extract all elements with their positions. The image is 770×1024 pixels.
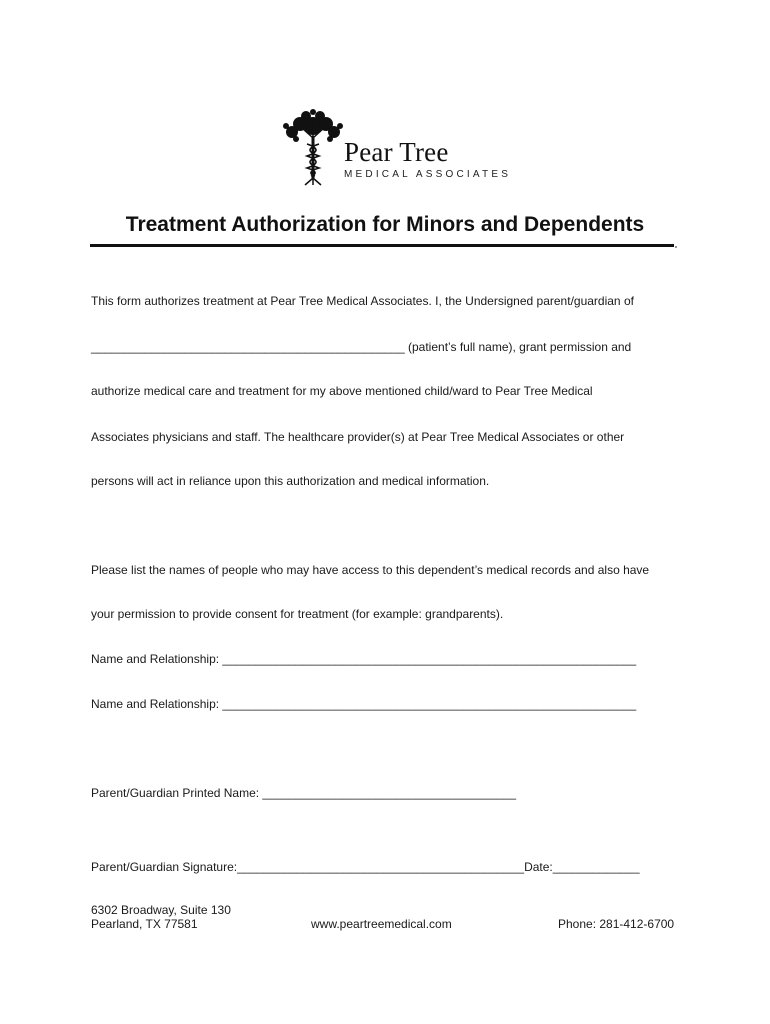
- patient-name-field[interactable]: _______________________________________________ (patient’s full name), grant permission and: [91, 340, 632, 354]
- footer-phone: Phone: 281-412-6700: [558, 917, 675, 931]
- name-relationship-field-1[interactable]: Name and Relationship: ______________________________________________________________: [91, 652, 637, 666]
- signature-date-field[interactable]: Parent/Guardian Signature:___________________________________________Date:_____________: [91, 860, 640, 874]
- logo-subtitle: MEDICAL ASSOCIATES: [344, 169, 512, 180]
- footer-address-line1: 6302 Broadway, Suite 130: [91, 903, 231, 917]
- name-relationship-field-2[interactable]: Name and Relationship: ______________________________________________________________: [91, 697, 637, 711]
- paragraph1-line1: This form authorizes treatment at Pear Tree Medical Associates. I, the Undersigned parent/guardian of: [91, 294, 634, 308]
- tree-caduceus-icon: [278, 108, 348, 186]
- paragraph1-line5: persons will act in reliance upon this authorization and medical information.: [91, 474, 490, 488]
- paragraph1-line3: authorize medical care and treatment for my above mentioned child/ward to Pear Tree Medical: [91, 384, 593, 398]
- printed-name-field[interactable]: Parent/Guardian Printed Name: ______________________________________: [91, 786, 517, 800]
- paragraph2-line2: your permission to provide consent for treatment (for example: grandparents).: [91, 607, 504, 621]
- paragraph1-line4: Associates physicians and staff. The healthcare provider(s) at Pear Tree Medical Associates or other: [91, 430, 625, 444]
- logo-name: Pear Tree: [344, 137, 449, 167]
- form-title: Treatment Authorization for Minors and Dependents: [125, 213, 645, 236]
- footer-address-line2: Pearland, TX 77581: [91, 917, 198, 931]
- paragraph2-line1: Please list the names of people who may have access to this dependent’s medical records and also have: [91, 563, 650, 577]
- title-underline: [90, 244, 674, 247]
- underline-dot: [675, 246, 677, 248]
- footer-website: www.peartreemedical.com: [311, 917, 452, 931]
